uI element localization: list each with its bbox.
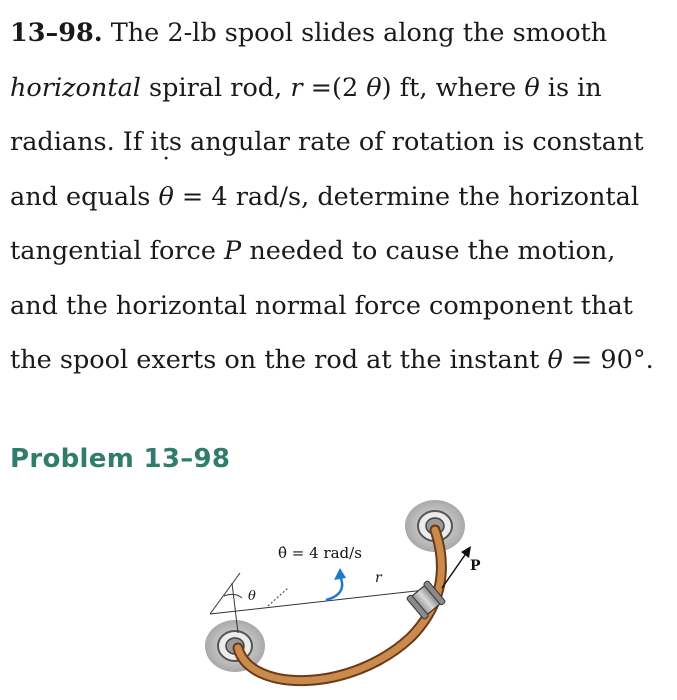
problem-line-4 — [10, 152, 670, 225]
force-P-arrowhead — [461, 546, 471, 558]
angle-indicator — [268, 588, 288, 606]
text-run: and the horizontal normal force component that — [10, 290, 633, 321]
problem-line-2 — [10, 61, 670, 116]
theta-label: θ — [248, 589, 256, 604]
problem-line-7 — [10, 333, 670, 388]
variable-theta: θ — [547, 345, 563, 375]
problem-statement — [10, 6, 670, 388]
text-run: = 90°. — [562, 345, 654, 375]
text-run: ) ft, where — [381, 72, 525, 103]
spool-figure — [180, 488, 500, 698]
variable-theta: θ — [158, 181, 174, 212]
text-run: needed to cause the motion, — [241, 236, 616, 266]
text-run: and equals — [10, 181, 159, 212]
dot-accent: ˙ — [159, 152, 173, 183]
variable-theta: θ — [366, 72, 382, 103]
text-run: is in — [539, 72, 602, 103]
figure-svg — [180, 488, 500, 693]
variable-theta: θ — [524, 72, 540, 103]
text-run: =(2 — [302, 72, 367, 103]
text-run: = 4 rad/s, determine the horizontal — [173, 181, 640, 212]
P-label: P — [470, 558, 481, 574]
problem-line-5 — [10, 224, 670, 279]
text-run: horizontal — [10, 72, 141, 103]
radial-line-r — [210, 590, 425, 614]
problem-line-6 — [10, 279, 670, 334]
variable-P: P — [224, 236, 242, 266]
problem-heading: Problem 13–98 — [10, 444, 231, 474]
reference-axis-line — [210, 573, 240, 614]
text-run: tangential force — [10, 236, 225, 266]
r-label: r — [375, 570, 382, 586]
text-run: The 2-lb spool slides along the smooth — [110, 18, 608, 48]
variable-theta-dot — [158, 152, 174, 225]
problem-number: 13–98. — [10, 18, 103, 48]
problem-line-1 — [10, 6, 670, 61]
rotation-arrow — [326, 576, 342, 600]
text-run: radians. If its angular rate of rotation is constant — [10, 127, 644, 157]
text-run: spiral rod, — [140, 72, 291, 103]
variable-r: r — [290, 72, 303, 103]
rate-label: θ̇ = 4 rad/s — [278, 544, 362, 562]
problem-line-3 — [10, 115, 670, 170]
text-run: the spool exerts on the rod at the instant — [10, 345, 548, 375]
rotation-arrowhead — [334, 568, 346, 580]
